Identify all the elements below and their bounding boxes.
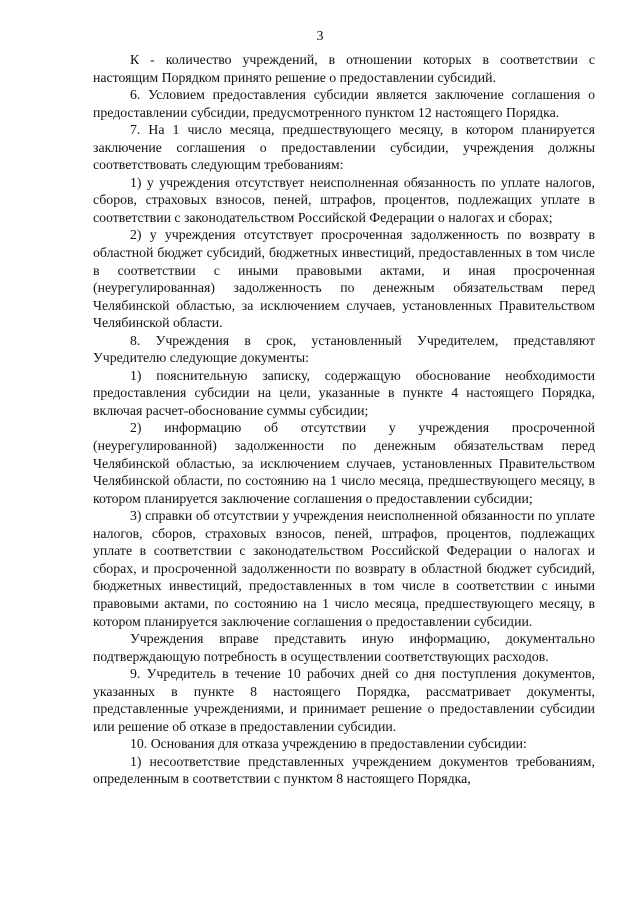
paragraph-9: 9. Учредитель в течение 10 рабочих дней со дня поступления документов, указанных в пункте 8 настоящего Порядка, рассматривает документы, представленные учреждениями, и принимает решение о предоставлении субсидии или решение об отказе в предоставлении субсидии. [93,666,595,734]
paragraph-8-item-3: 3) справки об отсутствии у учреждения неисполненной обязанности по уплате налогов, сборов, страховых взносов, пеней, штрафов, процентов, подлежащих уплате в соответствии с законодательством Российской Федерации о налогах и сборах, и просроченной задолженности по возврату в областной бюджет субсидий, бюджетных инвестиций, предоставленных в том числе в соответствии с иными правовыми актами, по состоянию на 1 число месяца, предшествующего месяцу, в котором планируется заключение соглашения о предоставлении субсидии. [93,508,595,629]
paragraph-10: 10. Основания для отказа учреждению в предоставлении субсидии: [130,736,527,752]
paragraph-7-item-2: 2) у учреждения отсутствует просроченная задолженность по возврату в областной бюджет субсидий, бюджетных инвестиций, предоставленных в том числе в соответствии с иными правовыми актами, и иная просроченная (неурегулированная) задолженность по денежным обязательствам перед Челябинской областью, за исключением случаев, установленных Правительством Челябинской области. [93,227,595,331]
paragraph-8: 8. Учреждения в срок, установленный Учредителем, представляют Учредителю следующие документы: [93,332,595,366]
paragraph-10-item-1: 1) несоответствие представленных учреждением документов требованиям, определенным в соответствии с пунктом 8 настоящего Порядка, [93,753,595,787]
paragraph-7: 7. На 1 число месяца, предшествующего месяцу, в котором планируется заключение соглашения о предоставлении субсидии, учреждения должны соответствовать следующим требованиям: [93,122,595,173]
document-body [93,51,595,788]
paragraph-8-item-2: 2) информацию об отсутствии у учреждения просроченной (неурегулированной) задолженности по денежным обязательствам перед Челябинской областью, за исключением случаев, установленных Правительством Челябинской области, по состоянию на 1 число месяца, предшествующего месяцу, в котором планируется заключение соглашения о предоставлении субсидии; [93,420,595,506]
page-number: 3 [316,29,324,44]
paragraph-8-item-1: 1) пояснительную записку, содержащую обоснование необходимости предоставления субсидии на цели, указанные в пункте 4 настоящего Порядка, включая расчет-обоснование суммы субсидии; [93,367,595,418]
paragraph-8-note: Учреждения вправе представить иную информацию, документально подтверждающую потребность в осуществлении соответствующих расходов. [93,631,595,664]
paragraph-7-item-1: 1) у учреждения отсутствует неисполненная обязанность по уплате налогов, сборов, страховых взносов, пеней, штрафов, процентов, подлежащих уплате в соответствии с законодательством Российской Федерации о налогах и сборах; [93,174,595,225]
paragraph-6: 6. Условием предоставления субсидии является заключение соглашения о предоставлении субсидии, предусмотренного пунктом 12 настоящего Порядка. [93,87,595,120]
paragraph-k-definition: К - количество учреждений, в отношении которых в соответствии с настоящим Порядком принято решение о предоставлении субсидий. [93,52,595,85]
